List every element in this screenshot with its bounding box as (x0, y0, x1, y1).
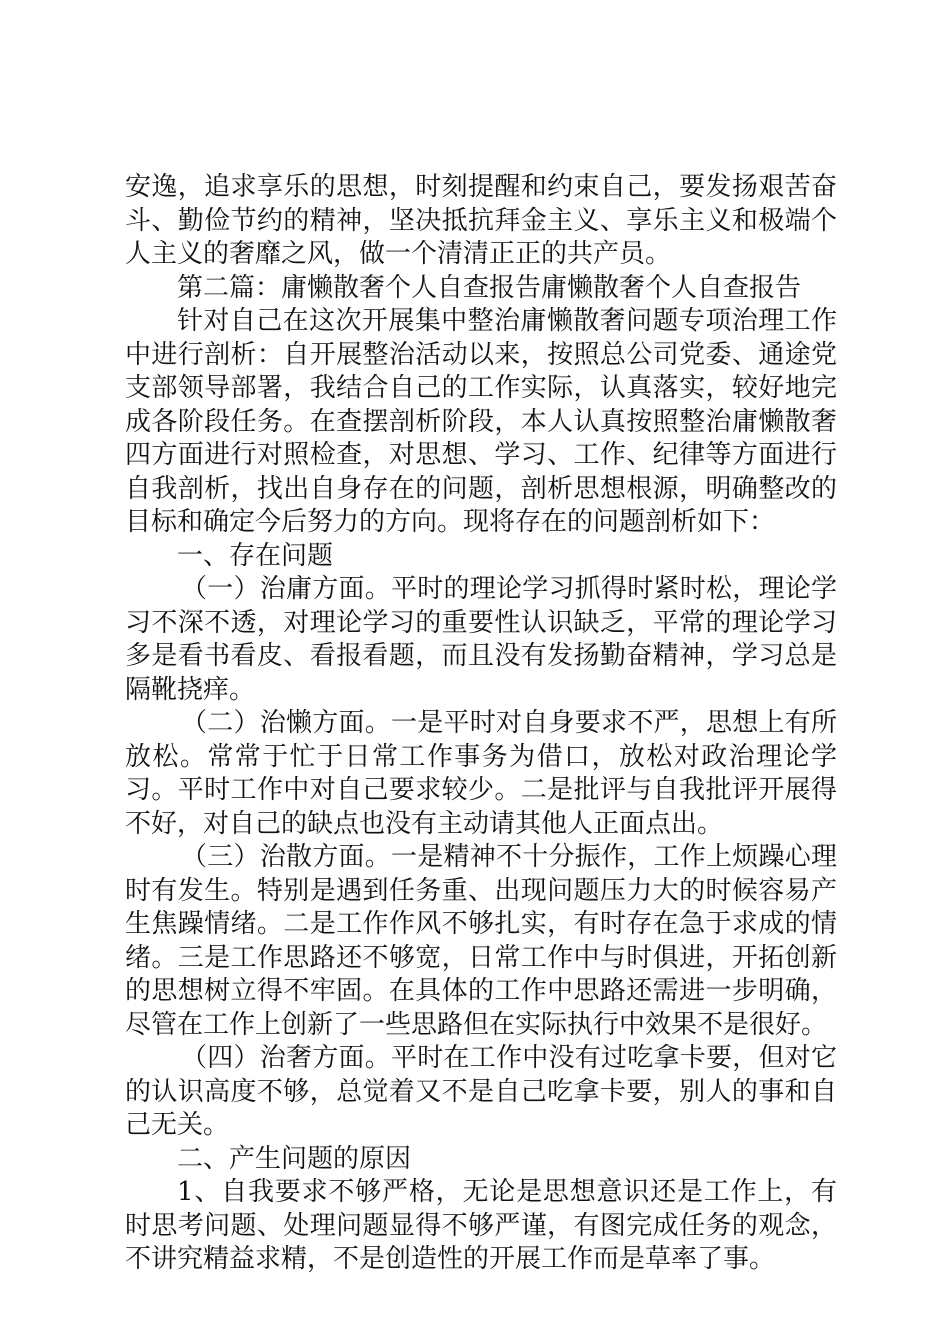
paragraph-laxity: （三）治散方面。一是精神不十分振作，工作上烦躁心理时有发生。特别是遇到任务重、出现问题压力大的时候容易产生焦躁情绪。二是工作作风不够扎实，有时存在急于求成的情绪。三是工作思路还不够宽，日常工作中与时俱进，开拓创新的思想树立得不牢固。在具体的工作中思路还需进一步明确，尽管在工作上创新了一些思路但在实际执行中效果不是很好。 (125, 842, 837, 1040)
paragraph-extravagance: （四）治奢方面。平时在工作中没有过吃拿卡要，但对它的认识高度不够，总觉着又不是自己吃拿卡要，别人的事和自己无关。 (125, 1043, 837, 1140)
paragraph-continuation: 安逸，追求享乐的思想，时刻提醒和约束自己，要发扬艰苦奋斗、勤俭节约的精神，坚决抵抗拜金主义、享乐主义和极端个人主义的奢靡之风，做一个清清正正的共产员。 (125, 172, 837, 269)
paragraph-introduction: 针对自己在这次开展集中整治庸懒散奢问题专项治理工作中进行剖析：自开展整治活动以来，按照总公司党委、通途党支部领导部署，我结合自己的工作实际，认真落实，较好地完成各阶段任务。在查摆剖析阶段，本人认真按照整治庸懒散奢四方面进行对照检查，对思想、学习、工作、纪律等方面进行自我剖析，找出自身存在的问题，剖析思想根源，明确整改的目标和确定今后努力的方向。现将存在的问题剖析如下： (125, 306, 837, 537)
paragraph-laziness: （二）治懒方面。一是平时对自身要求不严，思想上有所放松。常常于忙于日常工作事务为借口，放松对政治理论学习。平时工作中对自己要求较少。二是批评与自我批评开展得不好，对自己的缺点也没有主动请其他人正面点出。 (125, 708, 837, 839)
heading-causes: 二、产生问题的原因 (177, 1143, 412, 1174)
document-body (125, 171, 837, 1277)
paragraph-cause-one: 1、自我要求不够严格，无论是思想意识还是工作上，有时思考问题、处理问题显得不够严谨，有图完成任务的观念，不讲究精益求精，不是创造性的开展工作而是草率了事。 (125, 1177, 837, 1274)
heading-existing-problems: 一、存在问题 (177, 540, 334, 571)
section-title-second-article: 第二篇：庸懒散奢个人自查报告庸懒散奢个人自查报告 (177, 272, 802, 303)
paragraph-mediocrity: （一）治庸方面。平时的理论学习抓得时紧时松，理论学习不深不透，对理论学习的重要性认识缺乏，平常的理论学习多是看书看皮、看报看题，而且没有发扬勤奋精神，学习总是隔靴挠痒。 (125, 574, 837, 705)
